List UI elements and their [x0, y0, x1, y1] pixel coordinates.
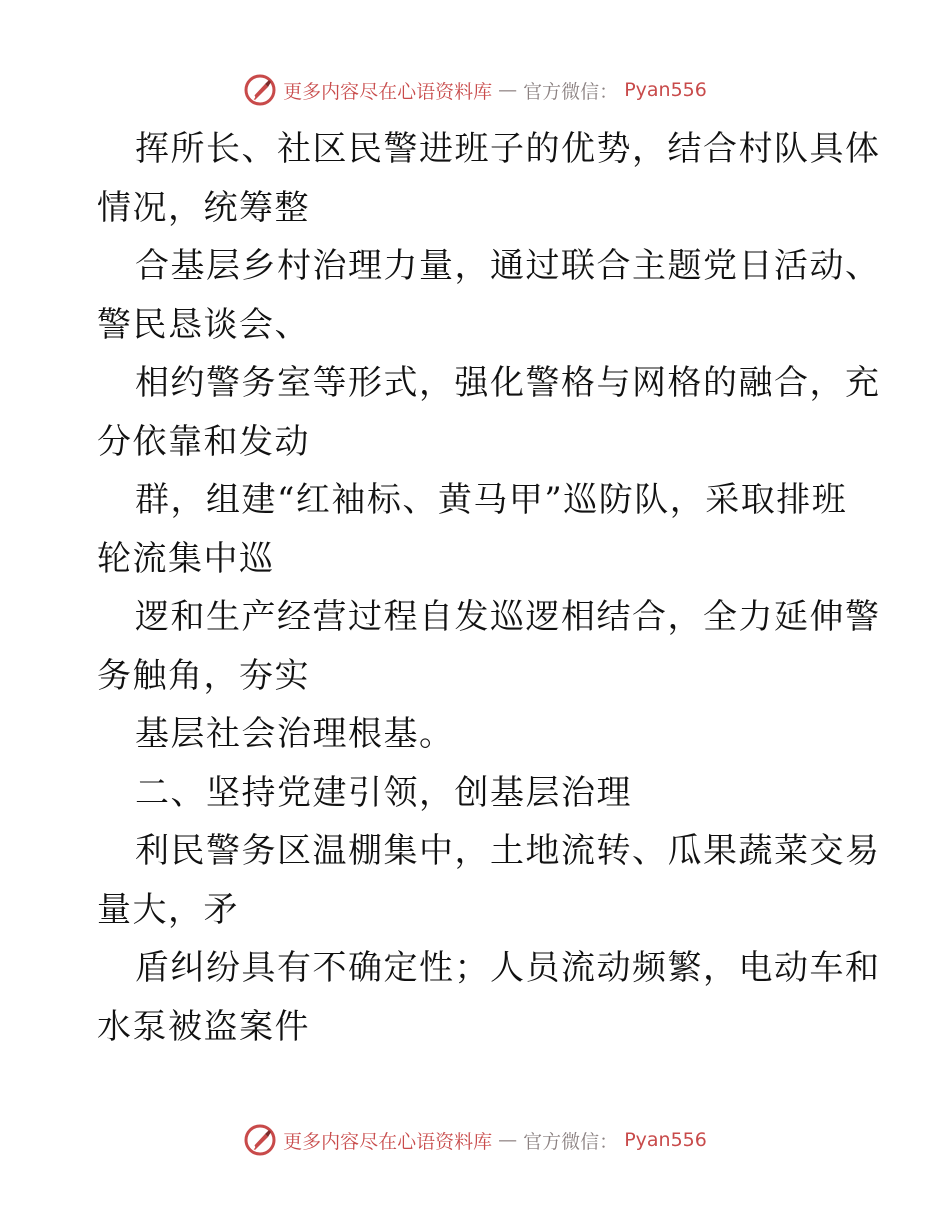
text-line: 合基层乡村治理力量，通过联合主题党日活动、 [135, 246, 881, 286]
text-line: 警民恳谈会、 [97, 304, 310, 345]
text-line: 相约警务室等形式，强化警格与网格的融合，充 [135, 363, 881, 403]
watermark-title: 更多内容尽在心语资料库 [283, 1130, 493, 1153]
watermark-title: 更多内容尽在心语资料库 [283, 80, 493, 103]
watermark-dash: — [498, 79, 518, 101]
watermark-wechat-id: Pyan556 [624, 79, 707, 101]
text-line: 利民警务区温棚集中，土地流转、瓜果蔬菜交易 [135, 831, 881, 871]
text-line: 务触角，夯实 [97, 655, 310, 696]
text-line: 逻和生产经营过程自发巡逻相结合，全力延伸警 [135, 597, 881, 637]
watermark-dash: — [498, 1129, 518, 1151]
text-line: 情况，统筹整 [97, 187, 310, 228]
watermark-wechat-id: Pyan556 [624, 1129, 707, 1151]
watermark-wechat-label: 官方微信： [523, 80, 619, 103]
text-line: 盾纠纷具有不确定性；人员流动频繁，电动车和 [135, 948, 881, 988]
text-line: 轮流集中巡 [97, 538, 275, 579]
text-line: 水泵被盗案件 [97, 1006, 310, 1047]
brush-logo-icon [243, 1123, 277, 1157]
text-line: 基层社会治理根基。 [135, 714, 455, 754]
document-body [97, 120, 881, 1056]
brush-logo-icon [243, 73, 277, 107]
text-line: 群，组建“红袖标、黄马甲”巡防队，采取排班 [135, 480, 848, 520]
section-heading: 二、坚持党建引领，创基层治理 [135, 772, 632, 813]
text-line: 分依靠和发动 [97, 421, 310, 462]
text-line: 量大，矛 [97, 889, 239, 930]
header-watermark [0, 70, 950, 110]
footer-watermark [0, 1120, 950, 1160]
watermark-wechat-label: 官方微信： [523, 1130, 619, 1153]
text-line: 挥所长、社区民警进班子的优势，结合村队具体 [135, 129, 881, 169]
